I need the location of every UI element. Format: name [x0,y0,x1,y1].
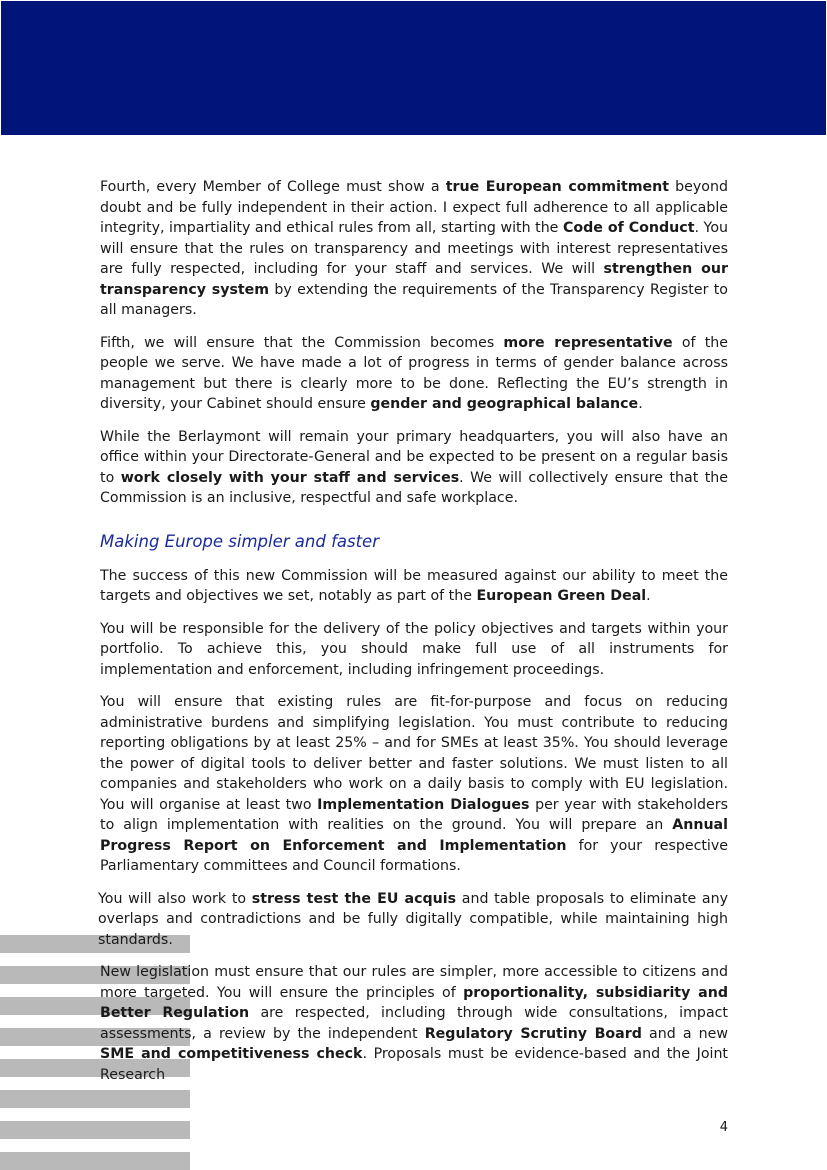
bold-text: true European commitment [445,179,670,195]
text: . Proposals must be evidence-based and the Joint Research [100,1046,728,1083]
text: Fifth, we will ensure that the Commission becomes [100,334,504,351]
stripe [0,1152,190,1170]
paragraph-commitment [100,177,728,321]
paragraph-berlaymont [100,427,728,509]
text: You will ensure that existing rules are fit-for-purpose and focus on reducing administrative burdens and simplifying legislation. You must contribute to reducing reporting obligations by at least 25% – and for SMEs at least 35%. You should leverage the power of digital tools to deliver better and faster solutions. We must listen to all companies and stakeholders who work on a daily basis to comply with EU legislation. You will organise at least two [100,694,728,813]
bold-text: stress test the EU acquis [251,890,457,907]
bold-text: Implementation Dialogues [317,796,530,813]
text: Fourth, every Member of College must show a [100,179,446,195]
text: . [638,396,643,412]
text: for your respective Parliamentary committees and Council formations. [100,837,728,874]
text: . [646,588,651,604]
paragraph-new-legislation [100,962,728,1085]
bold-text: proportionality, subsidiarity and Better Regulation [100,984,728,1021]
bold-text: strengthen our transparency system [100,261,728,298]
text: New legislation must ensure that our rules are simpler, more accessible to citizens and more targeted. You will ensure the principles of [100,964,728,1001]
bold-text: European Green Deal [476,588,647,604]
text: of the people we serve. We have made a lot of progress in terms of gender balance across management but there is clearly more to be done. Reflecting the EU’s strength in diversity, your Cabinet should ensure [100,334,728,412]
bold-text: Code of Conduct [562,220,695,236]
stripe [0,1090,190,1108]
page-number: 4 [719,1120,728,1135]
bold-text: gender and geographical balance [370,396,639,412]
paragraph-existing-rules [100,692,728,877]
text: per year with stakeholders to align implementation with realities on the ground. You will prepare an [100,796,728,833]
bold-text: Annual Progress Report on Enforcement and Implementation [100,817,728,854]
section-heading: Making Europe simpler and faster [100,531,379,551]
header-band [1,1,826,135]
bold-text: SME and competitiveness check [100,1046,363,1062]
bold-text: more representative [503,334,673,351]
text: by extending the requirements of the Transparency Register to all managers. [100,281,728,318]
paragraph-success [100,566,728,607]
document-body [100,177,728,1085]
text: While the Berlaymont will remain your primary headquarters, you will also have an office within your Directorate-General and be expected to be present on a regular basis to [100,428,728,486]
paragraph-stress-test [98,889,728,951]
bold-text: work closely with your staff and services [120,469,460,486]
stripe [0,1121,190,1139]
text: and table proposals to eliminate any overlaps and contradictions and be fully digitally compatible, while maintaining high standards. [98,890,729,948]
text: . You will ensure that the rules on transparency and meetings with interest representatives are fully respected, including for your staff and services. We will [100,220,728,277]
paragraph-representative [100,333,728,415]
text: You will also work to [98,890,252,907]
text: and a new [641,1025,728,1042]
text: are respected, including through wide consultations, impact assessments, a review by the independent [100,1005,728,1042]
text: beyond doubt and be fully independent in their action. I expect full adherence to all applicable integrity, impartiality and ethical rules from all, starting with the [100,179,728,236]
text: You will be responsible for the delivery of the policy objectives and targets within your portfolio. To achieve this, you should make full use of all instruments for implementation and enforcement, including infringement proceedings. [100,620,728,678]
text: The success of this new Commission will be measured against our ability to meet the targets and objectives we set, notably as part of the [100,567,728,604]
paragraph-responsibility [100,619,728,681]
bold-text: Regulatory Scrutiny Board [424,1025,642,1042]
text: . We will collectively ensure that the Commission is an inclusive, respectful and safe workplace. [100,469,728,506]
